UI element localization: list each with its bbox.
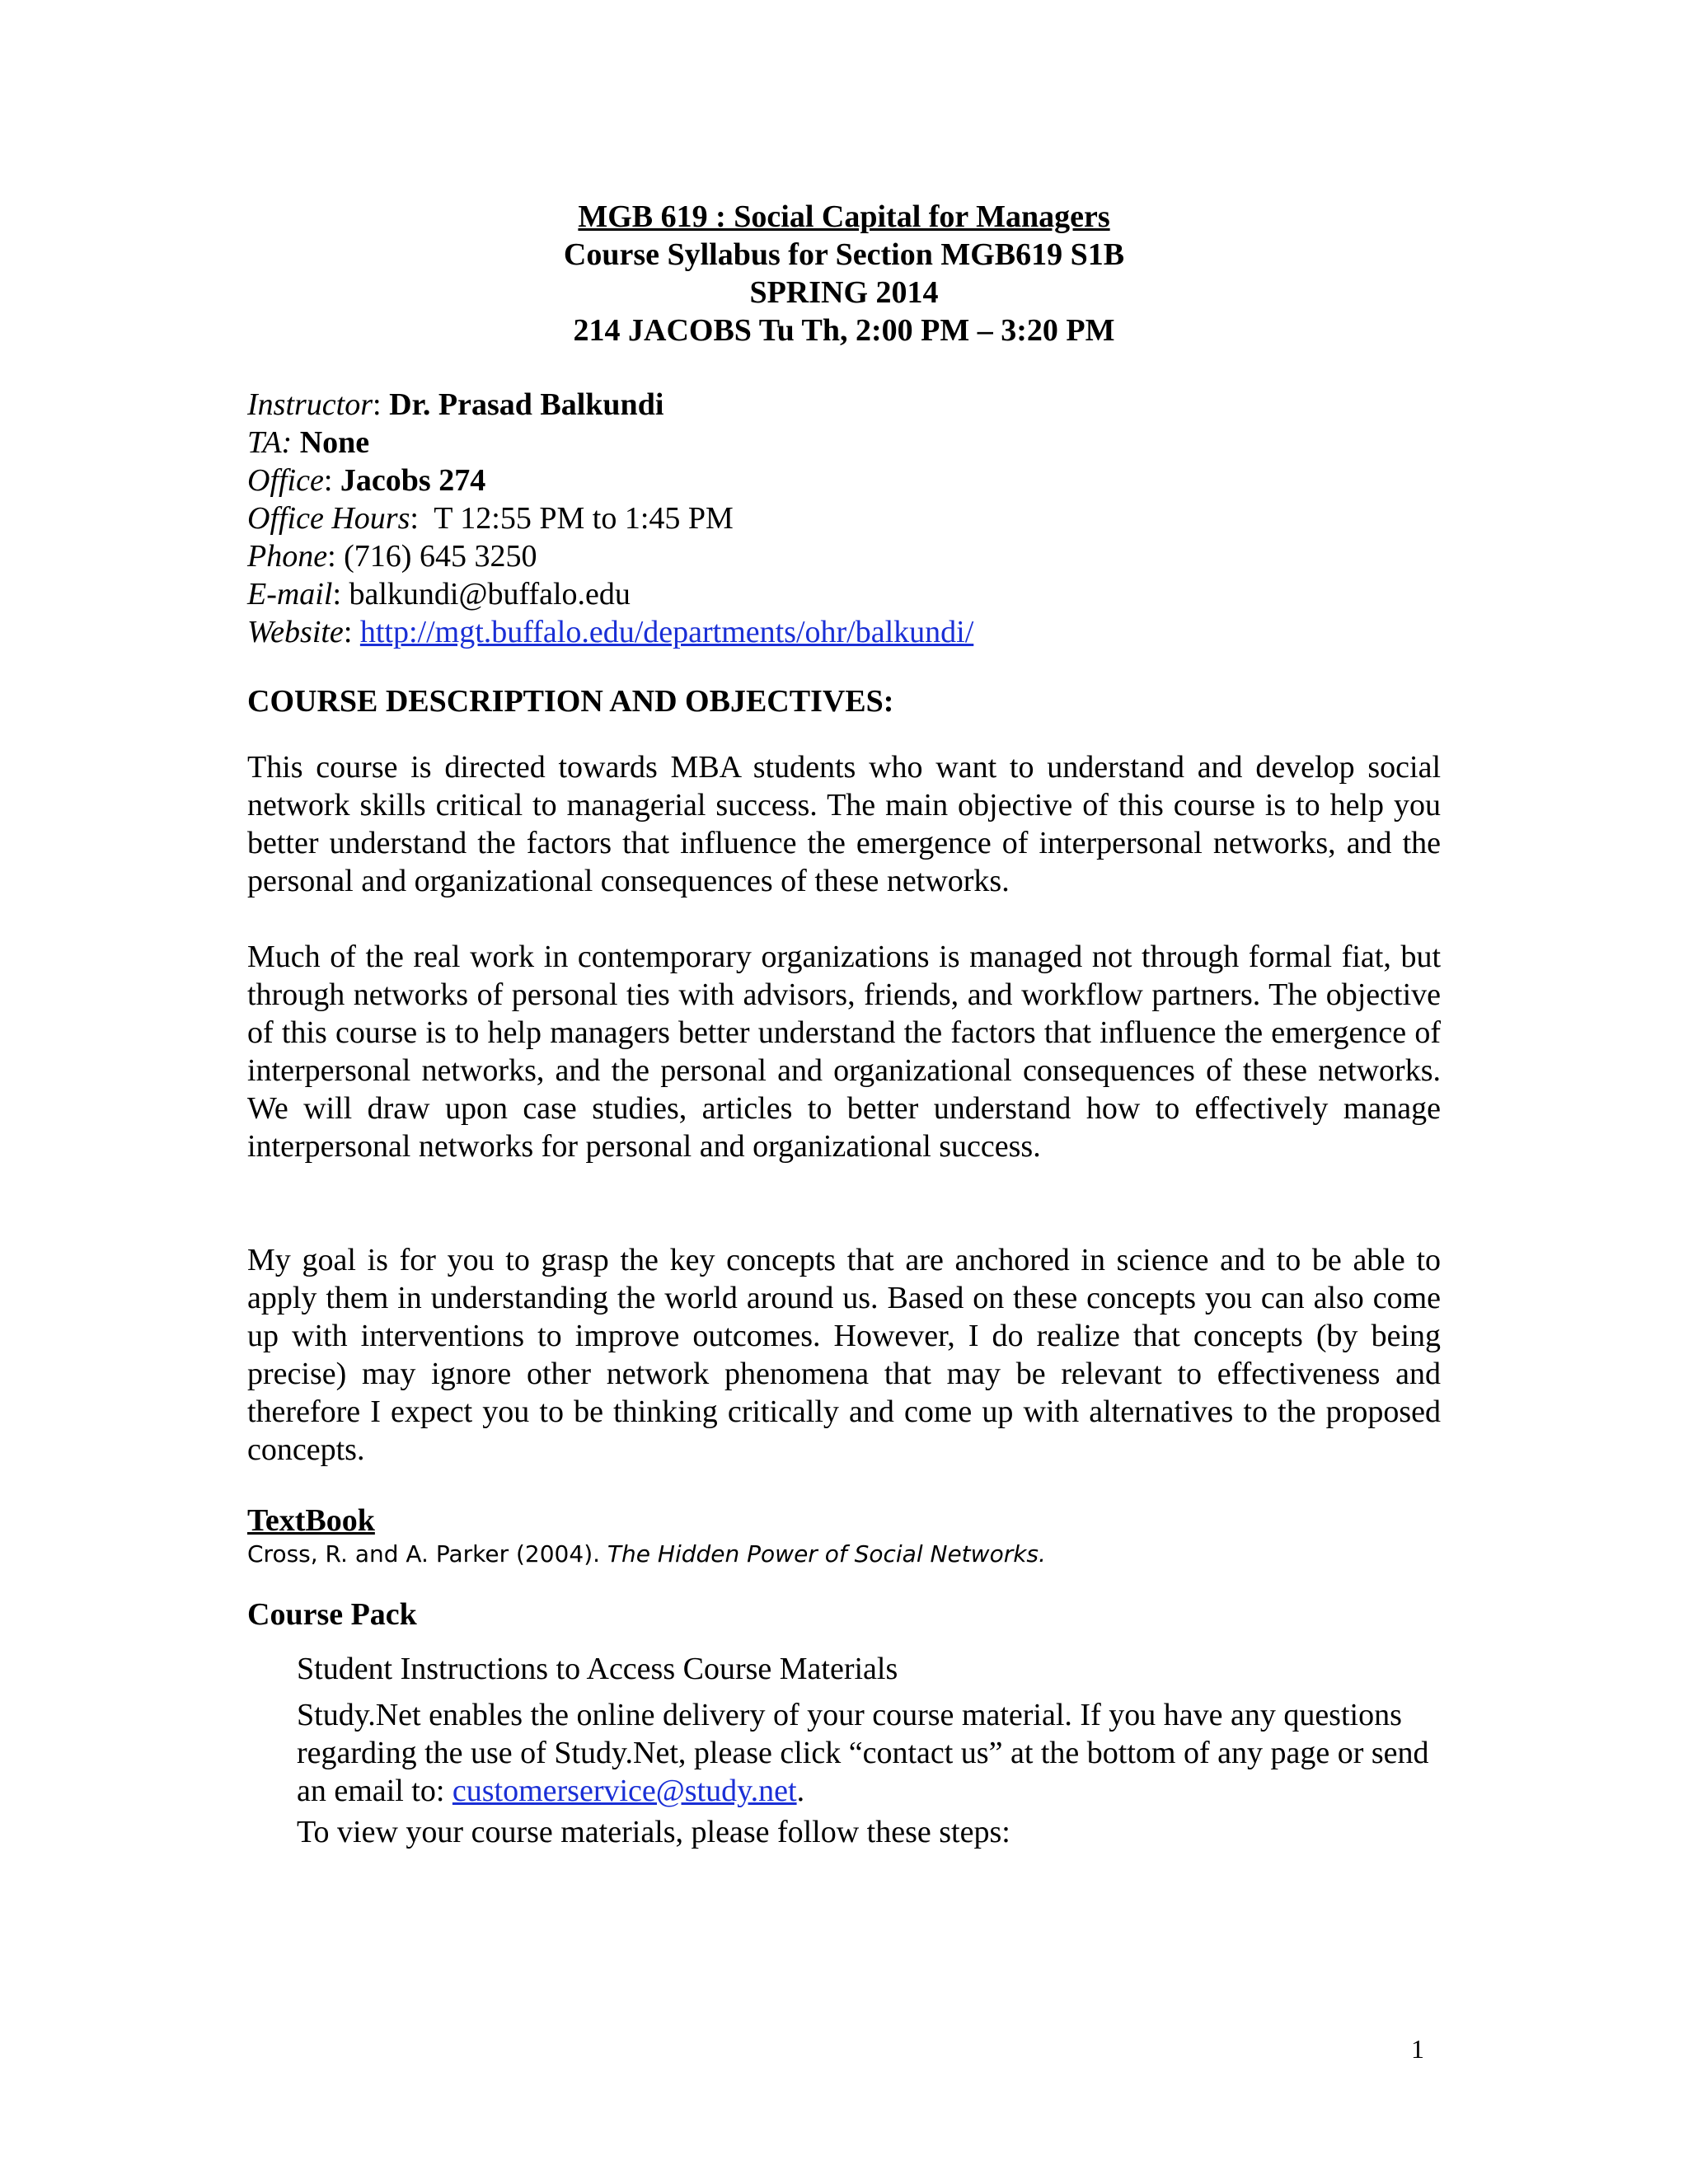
course-title: MGB 619 : Social Capital for Managers — [578, 199, 1110, 234]
studynet-email-link[interactable]: customerservice@study.net — [452, 1774, 797, 1808]
contact-block — [247, 386, 973, 651]
textbook-section — [247, 1502, 1441, 1569]
course-header — [0, 198, 1688, 349]
instructor-label: Instructor — [247, 387, 373, 422]
office-hours-value: T 12:55 PM to 1:45 PM — [434, 501, 734, 536]
email-label: E-mail — [247, 577, 333, 612]
course-term: SPRING 2014 — [749, 275, 939, 310]
phone-label: Phone — [247, 539, 328, 574]
phone-value: (716) 645 3250 — [344, 539, 537, 574]
phone-row: Phone: (716) 645 3250 — [247, 539, 537, 574]
course-subtitle: Course Syllabus for Section MGB619 S1B — [563, 237, 1125, 272]
email-value: balkundi@buffalo.edu — [349, 577, 631, 612]
citation-title: The Hidden Power of Social Networks. — [607, 1540, 1046, 1568]
email-row: E-mail: balkundi@buffalo.edu — [247, 577, 631, 612]
office-hours-label: Office Hours — [247, 501, 410, 536]
course-pack-body-text: Study.Net enables the online delivery of your course material. If you have any questions regarding the use of Study.Net, please click “contact us” at the bottom of any page or send an email to: — [297, 1698, 1429, 1808]
page-number: 1 — [1411, 2034, 1424, 2064]
description-paragraph-2: Much of the real work in contemporary organizations is managed not through formal fiat, but through networks of personal ties with advisors, friends, and workflow partners. The objective of this course is to help managers better understand the factors that influence the emergence of interpersonal networks, and the personal and organizational consequences of these networks. We will draw upon case studies, articles to better understand how to effectively manage interpersonal networks for personal and organizational success. — [247, 940, 1441, 1164]
office-value: Jacobs 274 — [340, 463, 486, 498]
textbook-citation — [247, 1540, 1441, 1569]
instructor-value: Dr. Prasad Balkundi — [389, 387, 664, 422]
section-heading-description: COURSE DESCRIPTION AND OBJECTIVES: — [247, 684, 894, 719]
citation-authors: Cross, R. and A. Parker (2004). — [247, 1540, 601, 1568]
ta-row — [247, 424, 973, 462]
course-pack-instructions-title: Student Instructions to Access Course Materials — [297, 1652, 898, 1686]
textbook-heading: TextBook — [247, 1503, 375, 1538]
office-label: Office — [247, 463, 324, 498]
course-pack-body-end: . — [796, 1774, 805, 1808]
website-link[interactable]: http://mgt.buffalo.edu/departments/ohr/balkundi/ — [359, 615, 974, 649]
course-pack-heading: Course Pack — [247, 1597, 417, 1632]
instructor-row: Instructor: Dr. Prasad Balkundi — [247, 387, 664, 422]
description-paragraph-3: My goal is for you to grasp the key concepts that are anchored in science and to be able to apply them in understanding the world around us. Based on these concepts you can also come up with interventions to improve outcomes. However, I do realize that concepts (by being precise) may ignore other network phenomena that may be relevant to effectiveness and therefore I expect you to be thinking critically and come up with alternatives to the proposed concepts. — [247, 1243, 1441, 1467]
office-row: Office: Jacobs 274 — [247, 463, 486, 498]
website-row: Website: http://mgt.buffalo.edu/departments/ohr/balkundi/ — [247, 615, 974, 649]
ta-value: None — [299, 425, 370, 460]
course-pack-body — [297, 1696, 1451, 1810]
website-label: Website — [247, 615, 344, 649]
course-description-section — [247, 682, 1441, 720]
course-schedule: 214 JACOBS Tu Th, 2:00 PM – 3:20 PM — [573, 313, 1115, 348]
description-paragraph-1: This course is directed towards MBA students who want to understand and develop social network skills critical to managerial success. The main objective of this course is to help you better understand the factors that influence the emergence of interpersonal networks, and the personal and organizational consequences of these networks. — [247, 750, 1441, 898]
course-pack-steps-intro: To view your course materials, please follow these steps: — [297, 1815, 1010, 1849]
course-pack-section — [247, 1596, 1441, 1633]
ta-label: TA: — [247, 425, 293, 460]
office-hours-row: Office Hours: T 12:55 PM to 1:45 PM — [247, 501, 734, 536]
